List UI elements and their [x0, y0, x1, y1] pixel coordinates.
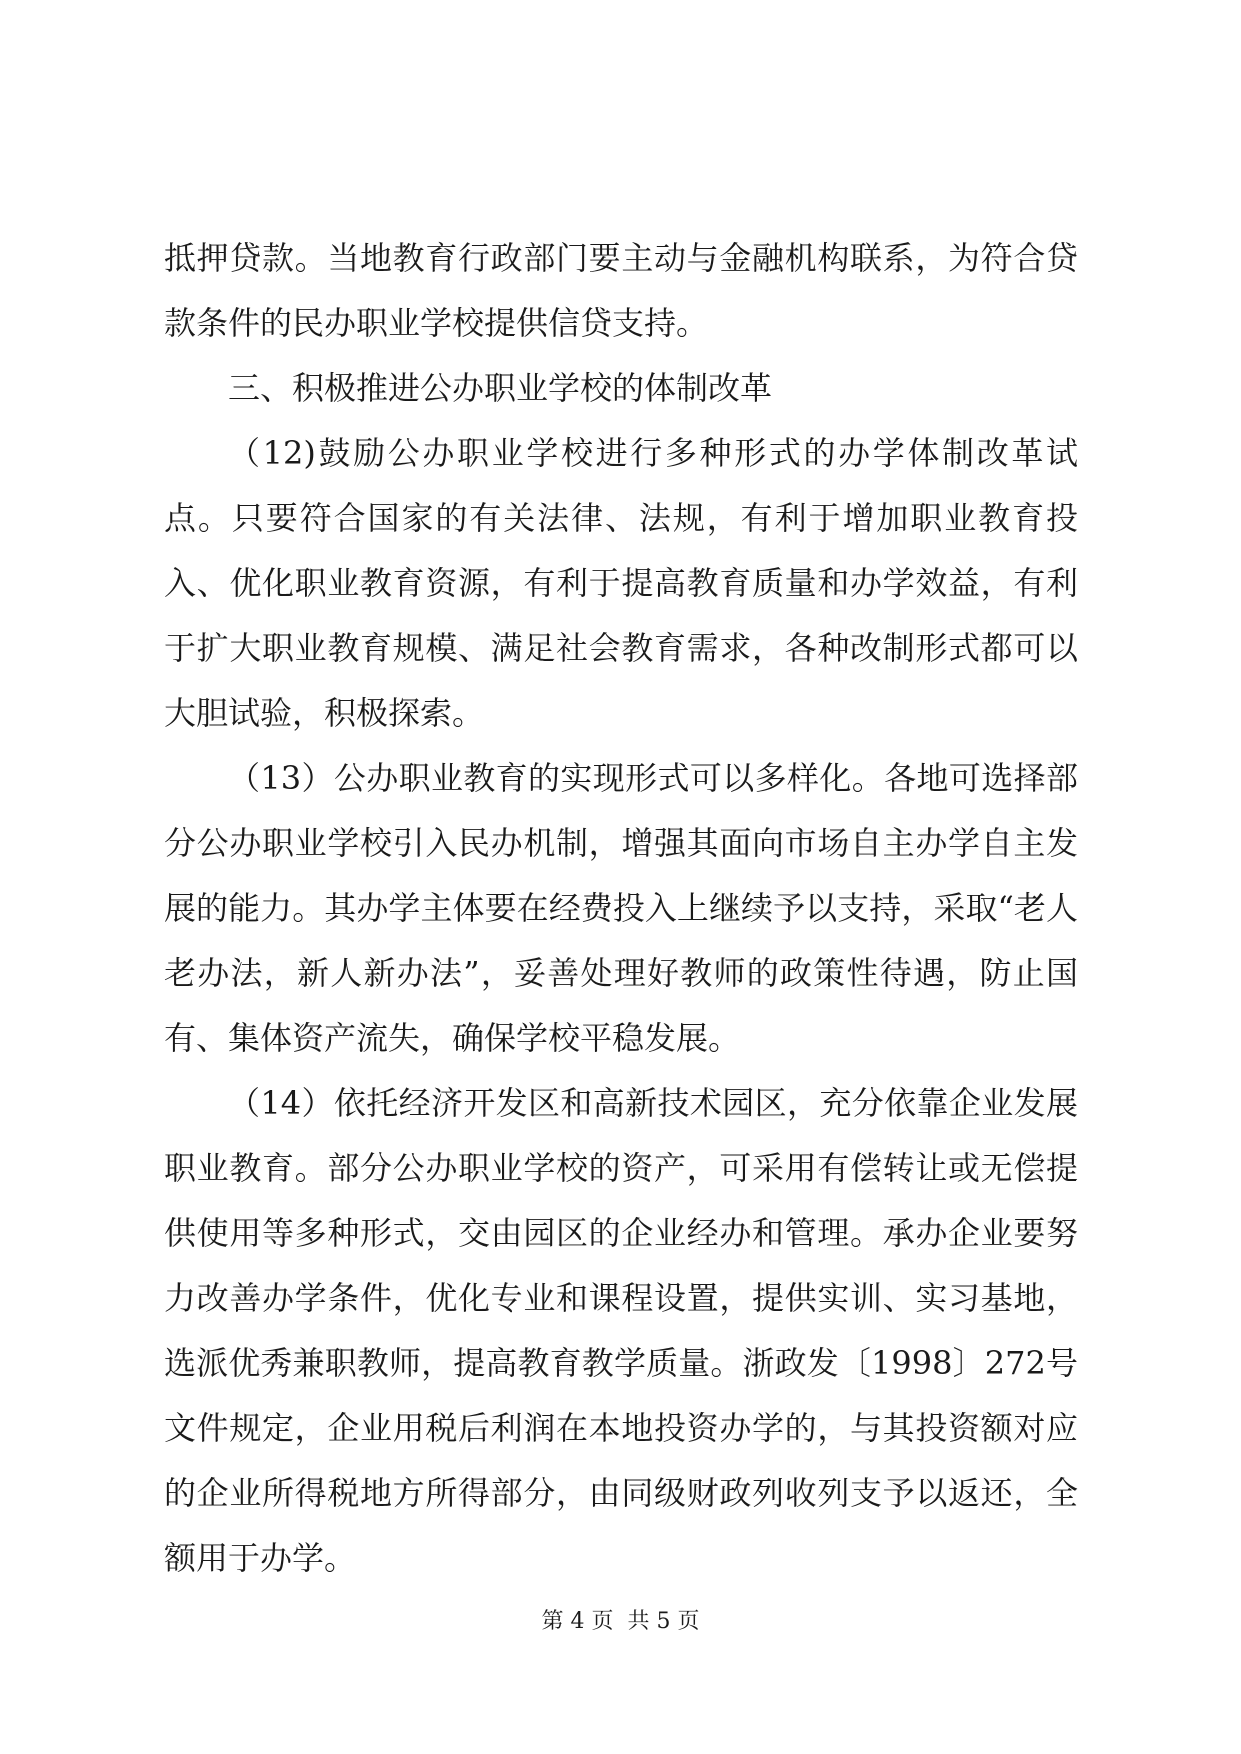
- paragraph-13: （13）公办职业教育的实现形式可以多样化。各地可选择部分公办职业学校引入民办机制，增强其面向市场自主办学自主发展的能力。其办学主体要在经费投入上继续予以支持，采取“老人老办法，新人新办法”，妥善处理好教师的政策性待遇，防止国有、集体资产流失，确保学校平稳发展。: [164, 759, 1078, 1057]
- paragraph-loan-support: 抵押贷款。当地教育行政部门要主动与金融机构联系，为符合贷款条件的民办职业学校提供信贷支持。: [164, 239, 1078, 342]
- section-heading-reform: 三、积极推进公办职业学校的体制改革: [228, 369, 773, 407]
- page-number: 第 4 页 共 5 页: [541, 1609, 700, 1634]
- paragraph-12: （12)鼓励公办职业学校进行多种形式的办学体制改革试点。只要符合国家的有关法律、法规，有利于增加职业教育投入、优化职业教育资源，有利于提高教育质量和办学效益，有利于扩大职业教育规模、满足社会教育需求，各种改制形式都可以大胆试验，积极探索。: [164, 434, 1078, 732]
- page-footer: [0, 1607, 1241, 1637]
- paragraph-14: （14）依托经济开发区和高新技术园区，充分依靠企业发展职业教育。部分公办职业学校的资产，可采用有偿转让或无偿提供使用等多种形式，交由园区的企业经办和管理。承办企业要努力改善办学条件，优化专业和课程设置，提供实训、实习基地，选派优秀兼职教师，提高教育教学质量。浙政发〔1998〕272号文件规定，企业用税后利润在本地投资办学的，与其投资额对应的企业所得税地方所得部分，由同级财政列收列支予以返还，全额用于办学。: [164, 1084, 1078, 1577]
- document-body: [164, 226, 1078, 1591]
